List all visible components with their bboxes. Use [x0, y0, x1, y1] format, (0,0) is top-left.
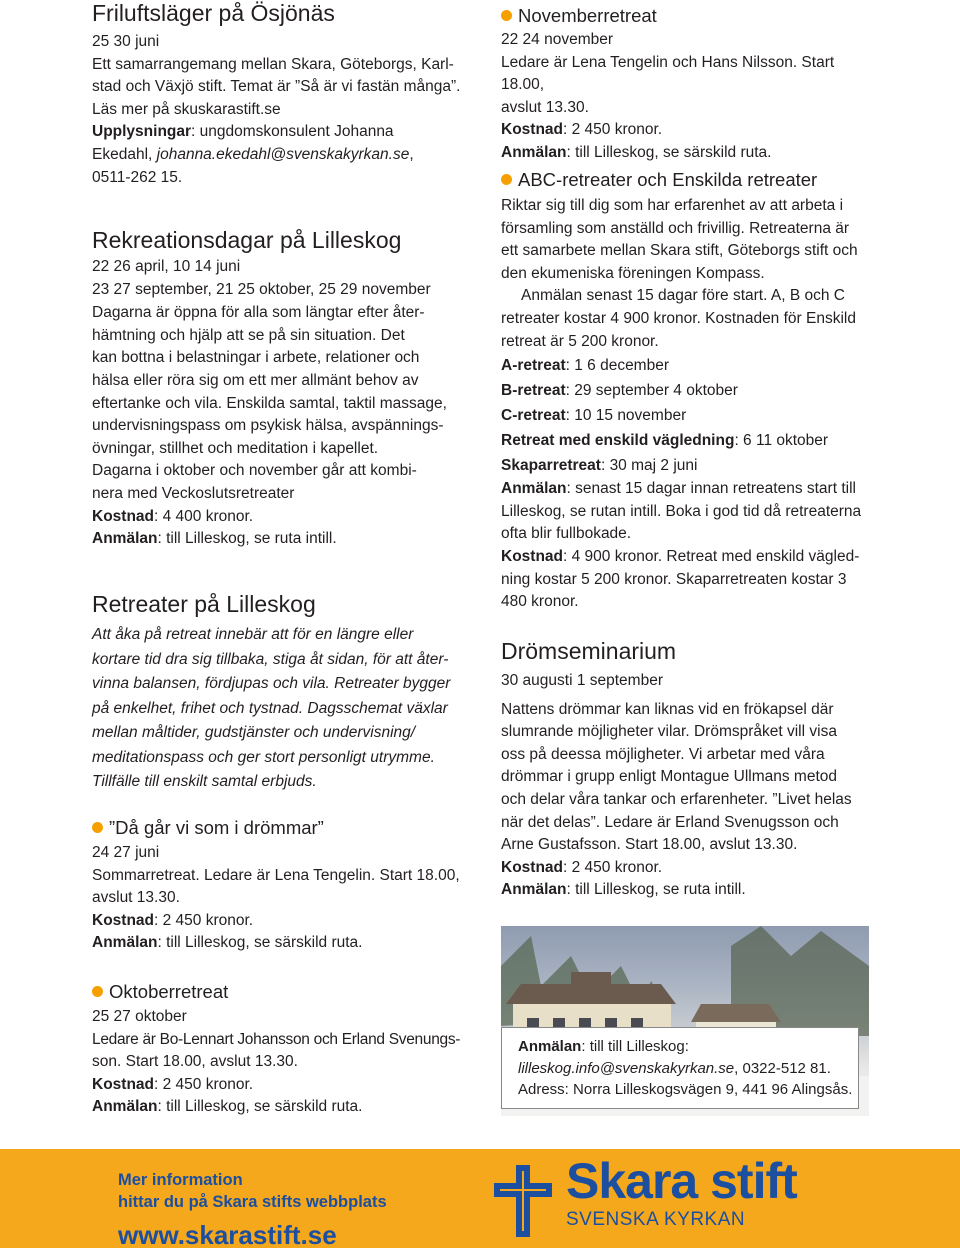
- section-text: Ledare är Bo-Lennart Johansson och Erland Svenungs-: [92, 1030, 461, 1048]
- section-text: ning kostar 5 200 kronor. Skaparretreaten kostar 3: [501, 570, 847, 588]
- section-text: avslut 13.30.: [92, 889, 180, 907]
- section-cost: Kostnad: 2 450 kronor.: [501, 858, 663, 876]
- section-date: 25 27 oktober: [92, 1008, 187, 1025]
- section-info: Ekedahl, johanna.ekedahl@svenskakyrkan.se,: [92, 145, 414, 163]
- section-text: Sommarretreat. Ledare är Lena Tengelin. Start 18.00,: [92, 866, 460, 884]
- section-rekreationsdagar: [92, 226, 472, 551]
- section-text: ett samarbete mellan Skara stift, Göteborgs stift och: [501, 242, 858, 260]
- section-text: övningar, stillhet och meditation i kapellet.: [92, 439, 379, 457]
- section-text: Ledare är Lena Tengelin och Hans Nilsson. Start 18.00,: [501, 53, 835, 94]
- infobox-signup: Anmälan: till till Lilleskog:: [518, 1038, 689, 1055]
- section-text: Ett samarrangemang mellan Skara, Göteborgs, Karl-: [92, 55, 454, 73]
- section-date: 24 27 juni: [92, 844, 160, 861]
- email-link[interactable]: johanna.ekedahl@svenskakyrkan.se: [156, 145, 410, 163]
- section-text: hälsa eller röra sig om ett mer allmänt behov av: [92, 371, 419, 389]
- footer: [0, 1149, 960, 1248]
- bullet-icon: [92, 822, 103, 833]
- brand-name: Skara stift: [566, 1153, 797, 1209]
- section-signup: Anmälan: till Lilleskog, se särskild ruta.: [92, 934, 363, 952]
- bullet-icon: [501, 10, 512, 21]
- section-text: Dagarna är öppna för alla som längtar efter åter-: [92, 304, 425, 322]
- section-text: Dagarna i oktober och november går att kombi-: [92, 462, 417, 480]
- section-signup: Anmälan: senast 15 dagar innan retreatens start till: [501, 480, 856, 498]
- section-text: Arne Gustafsson. Start 18.00, avslut 13.30.: [501, 836, 798, 854]
- website-link[interactable]: www.skarastift.se: [118, 1220, 337, 1250]
- section-signup: Anmälan: till Lilleskog, se särskild ruta.: [501, 143, 772, 161]
- section-title: Drömseminarium: [501, 638, 677, 664]
- section-text: Lilleskog, se rutan intill. Boka i god tid då retreaterna: [501, 502, 862, 520]
- info-label: Upplysningar: [92, 123, 192, 141]
- section-text: den ekumeniska föreningen Kompass.: [501, 264, 765, 282]
- section-text: undervisningspass om psykisk hälsa, avspännings-: [92, 417, 444, 435]
- section-cost: Kostnad: 2 450 kronor.: [92, 1075, 254, 1093]
- section-title: Oktoberretreat: [92, 980, 472, 1004]
- section-text: när det delas”. Ledare är Erland Svenugsson och: [501, 813, 839, 831]
- section-signup: Anmälan: till Lilleskog, se ruta intill.: [92, 530, 337, 548]
- section-signup: Anmälan: till Lilleskog, se särskild ruta.: [92, 1098, 363, 1116]
- section-phone: 0511-262 15.: [92, 168, 183, 186]
- section-text: kortare tid dra sig tillbaka, stiga åt sidan, för att åter-: [92, 650, 449, 668]
- section-title: ABC-retreater och Enskilda retreater: [501, 168, 881, 192]
- section-text: Läs mer på skuskarastift.se: [92, 100, 281, 118]
- infobox-address: Adress: Norra Lilleskogsvägen 9, 441 96 Alingsås.: [518, 1081, 853, 1098]
- brand-subtitle: SVENSKA KYRKAN: [566, 1209, 746, 1230]
- footer-info: Mer information hittar du på Skara stifts webbplats: [118, 1171, 387, 1211]
- email-link[interactable]: lilleskog.info@svenskakyrkan.se: [518, 1059, 735, 1077]
- section-signup: Anmälan: till Lilleskog, se ruta intill.: [501, 881, 746, 899]
- section-abc-retreater: [501, 168, 881, 614]
- section-text: Tillfälle till enskilt samtal erbjuds.: [92, 773, 317, 790]
- section-text: meditationspass och ger stort personligt utrymme.: [92, 748, 435, 766]
- section-text: oss på deessa möjligheter. Vi arbetar med våra: [501, 745, 825, 763]
- section-text: retreater kostar 4 900 kronor. Kostnaden för Enskild: [501, 309, 856, 327]
- section-date: 23 27 september, 21 25 oktober, 25 29 november: [92, 280, 431, 298]
- section-date: 22 26 april, 10 14 juni: [92, 258, 241, 275]
- section-text: Att åka på retreat innebär att för en längre eller: [92, 626, 414, 643]
- infobox-contact: lilleskog.info@svenskakyrkan.se, 0322-512 81.: [518, 1059, 831, 1077]
- section-title: Novemberretreat: [501, 4, 881, 28]
- section-text: avslut 13.30.: [501, 98, 589, 116]
- section-cost: Kostnad: 2 450 kronor.: [501, 121, 663, 139]
- section-text: slumrande möjligheter vilar. Drömspråket vill visa: [501, 723, 837, 741]
- section-info: Upplysningar: ungdomskonsulent Johanna: [92, 123, 394, 141]
- section-retreater: [92, 590, 472, 795]
- section-text: Nattens drömmar kan liknas vid en frökapsel där: [501, 700, 834, 718]
- section-text: stad och Växjö stift. Temat är ”Så är vi fastän många”.: [92, 78, 461, 96]
- section-cost: Kostnad: 2 450 kronor.: [92, 911, 254, 929]
- signup-info-box: [501, 1027, 859, 1109]
- section-novemberretreat: [501, 4, 881, 165]
- cross-logo-icon: [490, 1165, 558, 1237]
- section-text: kan bottna i belastningar i arbete, relationer och: [92, 349, 420, 367]
- section-title: Retreater på Lilleskog: [92, 591, 316, 617]
- section-title: Rekreationsdagar på Lilleskog: [92, 227, 402, 253]
- section-oktoberretreat: [92, 980, 472, 1119]
- section-da-gar-vi: [92, 816, 472, 955]
- section-date: 30 augusti 1 september: [501, 672, 663, 689]
- section-text: Riktar sig till dig som har erfarenhet av att arbeta i: [501, 197, 844, 214]
- retreat-b: B-retreat: 29 september 4 oktober: [501, 382, 738, 400]
- section-text: 480 kronor.: [501, 593, 579, 611]
- section-text: på enkelhet, frihet och tystnad. Dagsschemat växlar: [92, 699, 448, 717]
- section-text: nera med Veckoslutsretreater: [92, 484, 295, 502]
- section-title: Friluftsläger på Ösjönäs: [92, 0, 335, 26]
- retreat-a: A-retreat: 1 6 december: [501, 357, 670, 375]
- section-title: ”Då går vi som i drömmar”: [92, 816, 472, 840]
- section-text: retreat är 5 200 kronor.: [501, 332, 659, 350]
- section-text: församling som anställd och frivillig. Retreaterna är: [501, 219, 850, 237]
- section-text: eftertanke och vila. Enskilda samtal, taktil massage,: [92, 394, 447, 412]
- section-text: hämtning och hjälp att se på sin situation. Det: [92, 326, 405, 344]
- section-cost: Kostnad: 4 900 kronor. Retreat med enskild vägled-: [501, 547, 860, 565]
- retreat-c: C-retreat: 10 15 november: [501, 407, 687, 425]
- section-date: 25 30 juni: [92, 33, 160, 50]
- section-friluftslager: [92, 0, 472, 189]
- section-text: ofta blir fullbokade.: [501, 525, 632, 543]
- retreat-skapar: Skaparretreat: 30 maj 2 juni: [501, 457, 698, 475]
- section-text: drömmar i grupp enligt Montague Ullmans metod: [501, 768, 837, 786]
- section-text: och delar våra tankar och erfarenheter. ”Livet helas: [501, 790, 852, 808]
- section-date: 22 24 november: [501, 31, 614, 48]
- bullet-icon: [92, 986, 103, 997]
- section-text: mellan måltider, gudstjänster och undervisning/: [92, 724, 416, 741]
- section-cost: Kostnad: 4 400 kronor.: [92, 507, 254, 525]
- section-text: son. Start 18.00, avslut 13.30.: [92, 1053, 298, 1071]
- section-dromseminarium: [501, 637, 881, 902]
- retreat-enskild: Retreat med enskild vägledning: 6 11 oktober: [501, 432, 829, 450]
- bullet-icon: [501, 174, 512, 185]
- section-text: Anmälan senast 15 dagar före start. A, B och C: [521, 287, 845, 305]
- section-text: vinna balansen, fördjupas och vila. Retreater bygger: [92, 675, 451, 692]
